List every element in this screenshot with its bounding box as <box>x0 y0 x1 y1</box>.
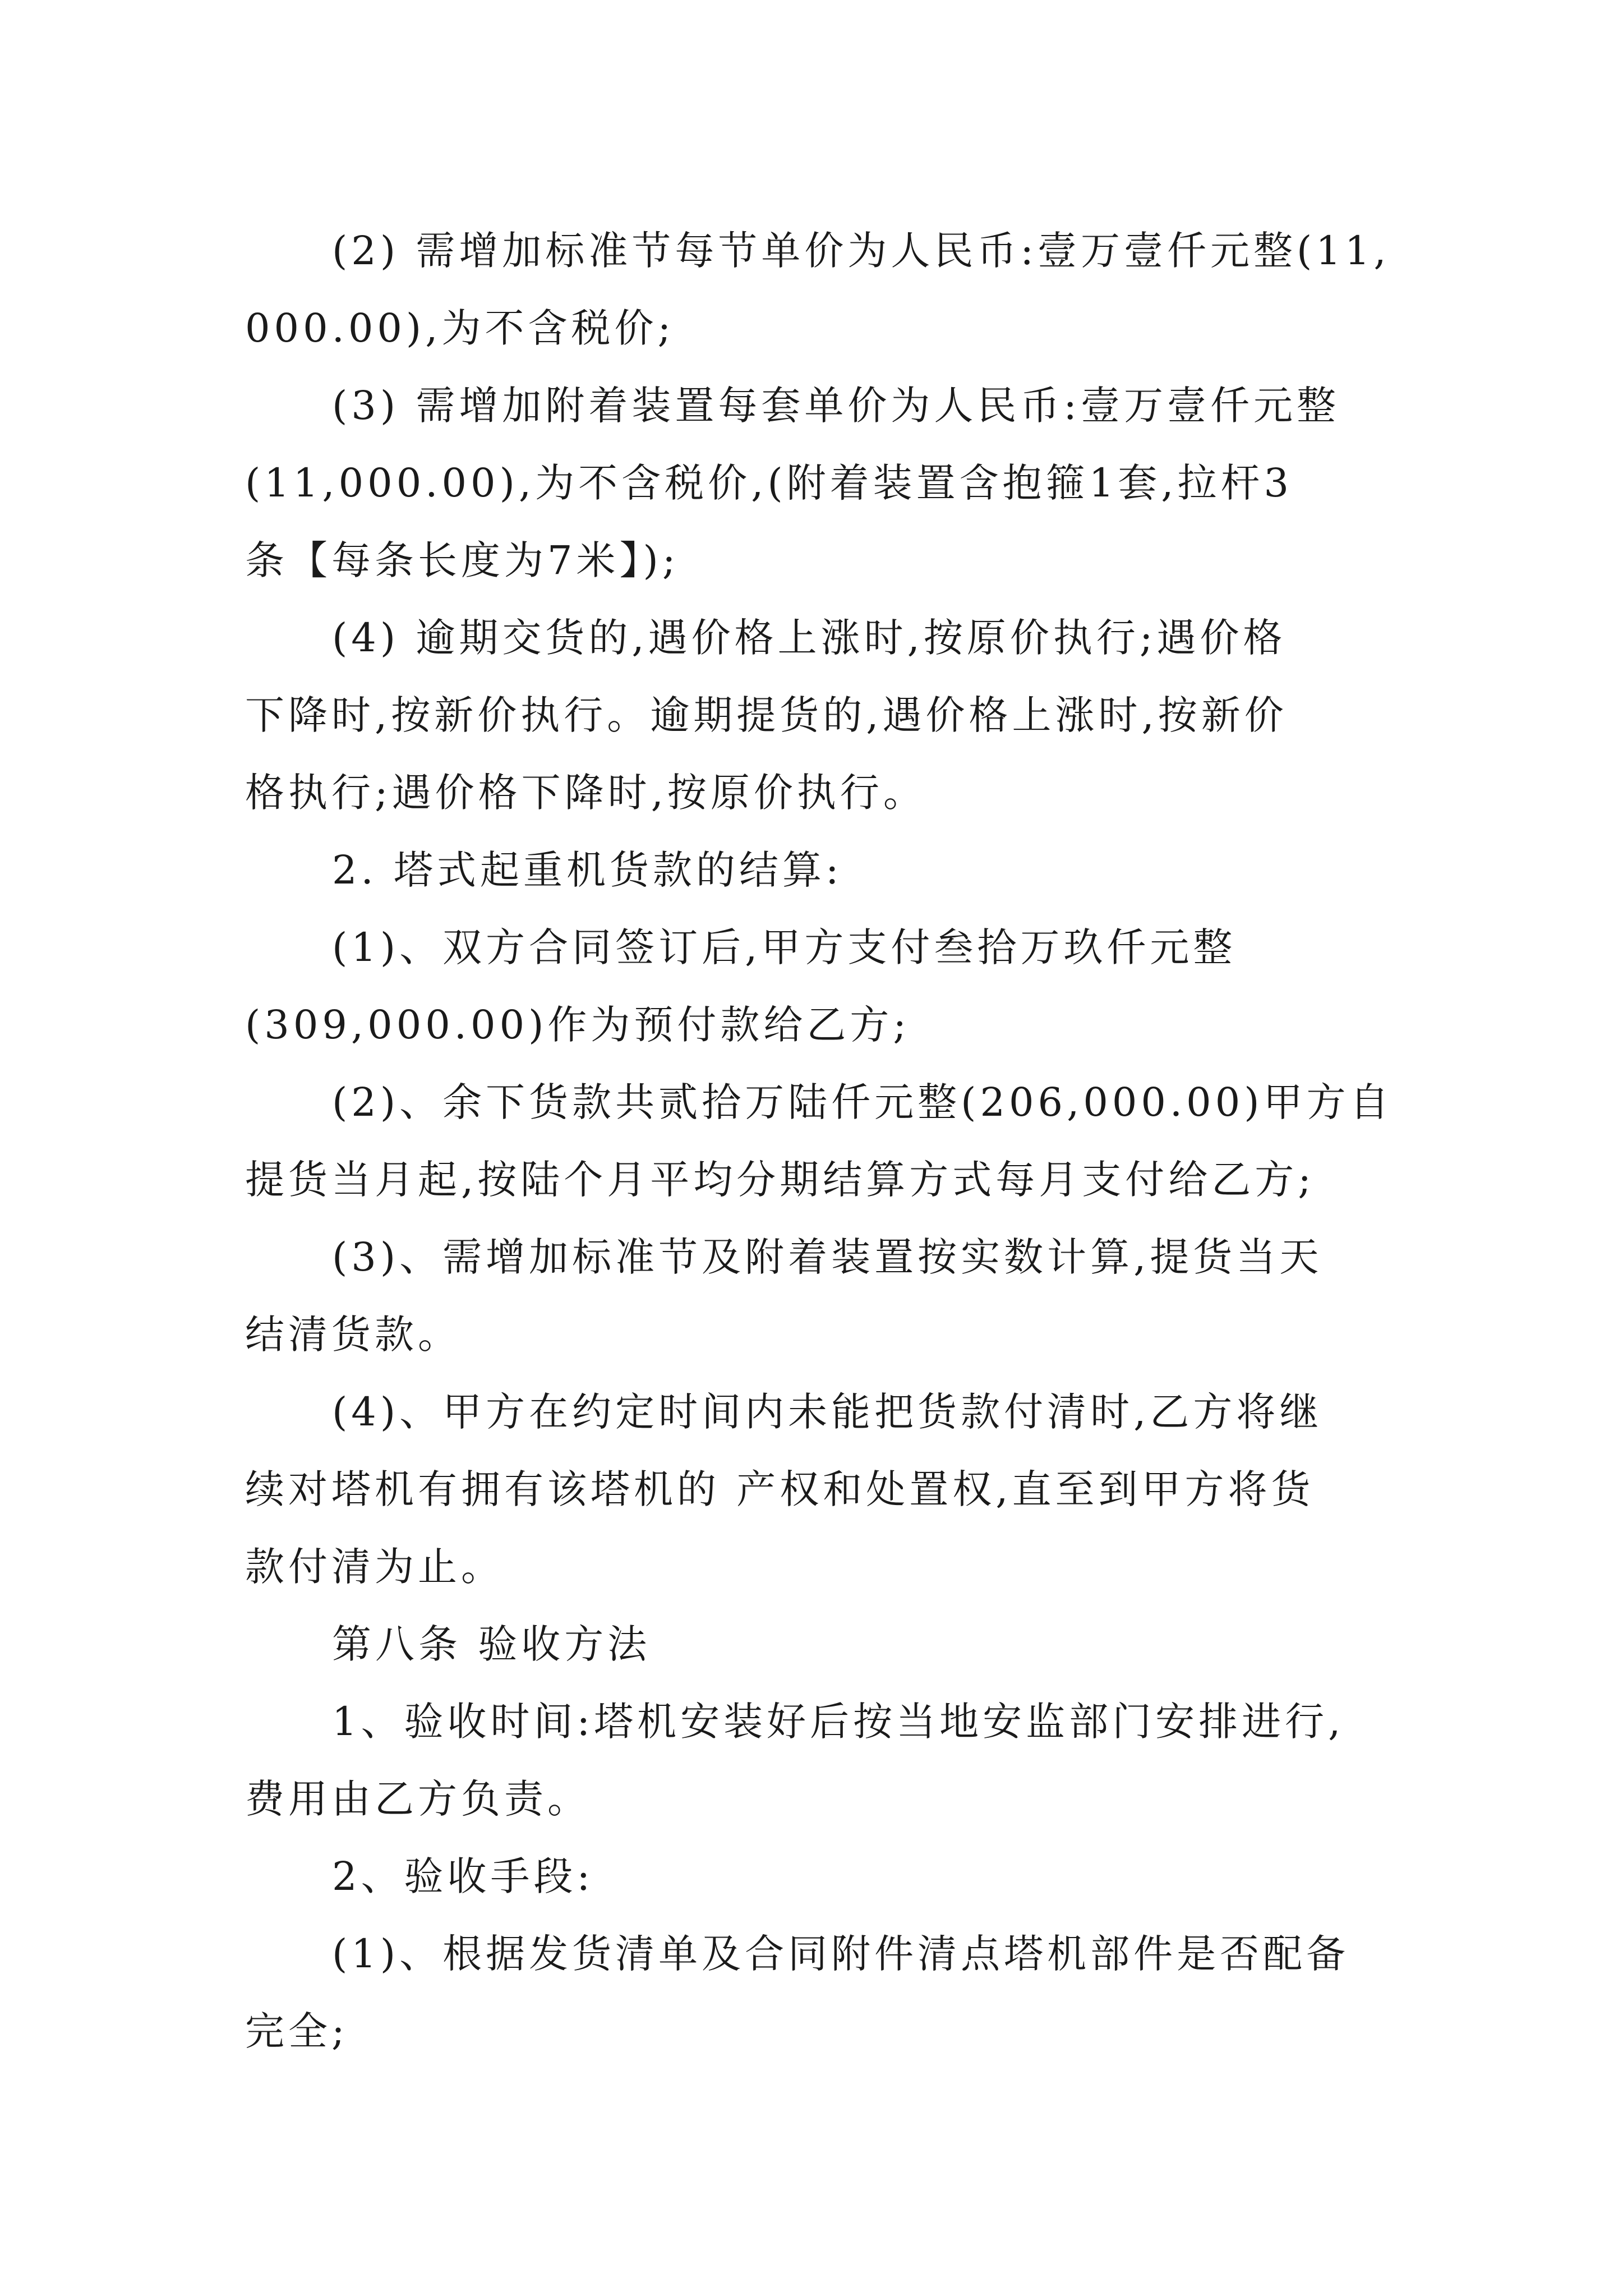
paragraph-settlement-heading <box>245 831 1440 909</box>
paragraph-remaining-payment <box>245 1064 1440 1218</box>
text-line: (4) 逾期交货的,遇价格上涨时,按原价执行;遇价格 <box>332 615 1287 661</box>
text-line: (3)、需增加标准节及附着装置按实数计算,提货当天 <box>332 1234 1323 1280</box>
text-line: (1)、双方合同签订后,甲方支付叁拾万玖仟元整 <box>332 924 1237 970</box>
text-line: 第八条 验收方法 <box>332 1621 651 1667</box>
text-line: (1)、根据发货清单及合同附件清点塔机部件是否配备 <box>332 1931 1350 1977</box>
paragraph-additional-items <box>245 1218 1440 1373</box>
text-line: 000.00),为不含税价; <box>245 305 675 351</box>
paragraph-standard-section-price <box>245 212 1440 367</box>
paragraph-acceptance-time <box>245 1683 1440 1838</box>
text-line: (2)、余下货款共贰拾万陆仟元整(206,000.00)甲方自 <box>332 1079 1393 1125</box>
text-line: (3) 需增加附着装置每套单价为人民币:壹万壹仟元整 <box>332 383 1340 429</box>
text-line: (309,000.00)作为预付款给乙方; <box>245 1002 910 1048</box>
text-line: 费用由乙方负责。 <box>245 1776 591 1822</box>
text-line: 格执行;遇价格下降时,按原价执行。 <box>245 770 926 816</box>
text-line: 款付清为止。 <box>245 1544 504 1590</box>
text-line: 提货当月起,按陆个月平均分期结算方式每月支付给乙方; <box>245 1157 1315 1203</box>
document-body <box>245 212 1440 2070</box>
paragraph-attachment-device-price <box>245 367 1440 599</box>
paragraph-overdue-delivery <box>245 599 1440 831</box>
text-line: 下降时,按新价执行。逾期提货的,遇价格上涨时,按新价 <box>245 692 1288 738</box>
text-line: (2) 需增加标准节每节单价为人民币:壹万壹仟元整(11, <box>332 228 1390 274</box>
text-line: 1、验收时间:塔机安装好后按当地安监部门安排进行, <box>332 1699 1345 1745</box>
paragraph-acceptance-means <box>245 1838 1440 1915</box>
text-line: 续对塔机有拥有该塔机的 产权和处置权,直至到甲方将货 <box>245 1466 1315 1512</box>
text-line: 结清货款。 <box>245 1312 461 1358</box>
text-line: (11,000.00),为不含税价,(附着装置含抱箍1套,拉杆3 <box>245 460 1293 506</box>
paragraph-ownership-retention <box>245 1373 1440 1605</box>
paragraph-inventory-check <box>245 1915 1440 2070</box>
section-heading-article-8 <box>245 1605 1440 1683</box>
text-line: 条【每条长度为7米】); <box>245 537 680 583</box>
text-line: 2. 塔式起重机货款的结算: <box>332 847 843 893</box>
paragraph-prepayment <box>245 909 1440 1064</box>
text-line: 完全; <box>245 2008 349 2054</box>
text-line: (4)、甲方在约定时间内未能把货款付清时,乙方将继 <box>332 1389 1323 1435</box>
text-line: 2、验收手段: <box>332 1853 594 1899</box>
